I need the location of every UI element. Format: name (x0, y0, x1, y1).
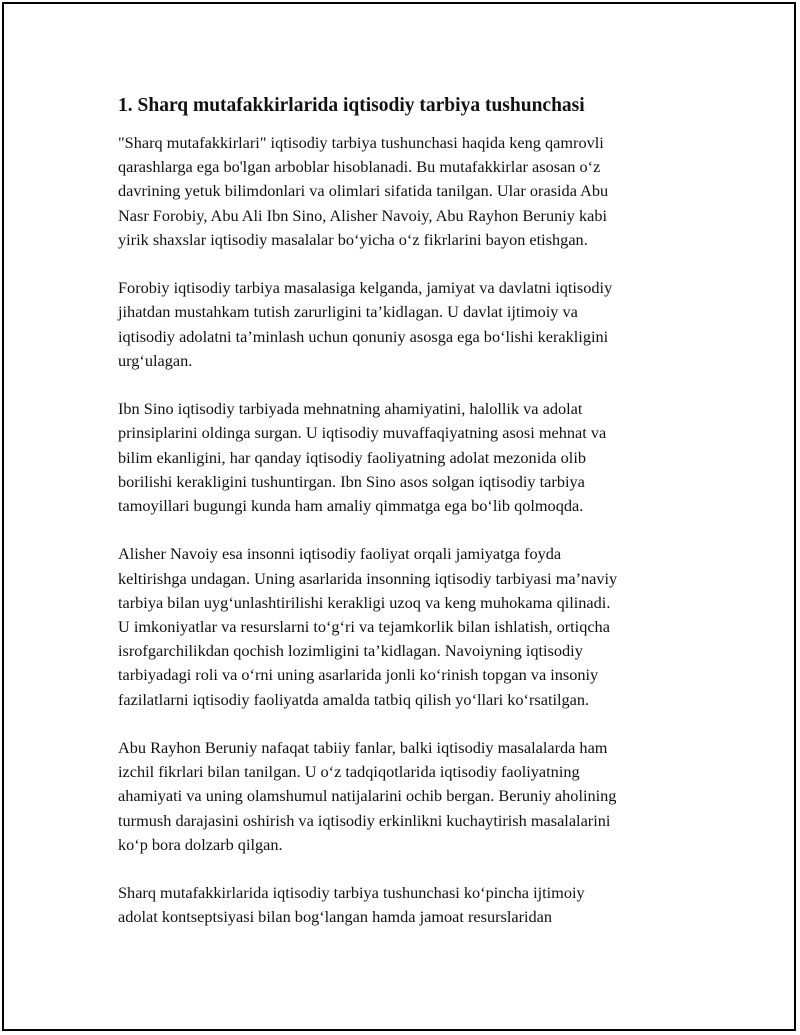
paragraph-line: urg‘ulagan. (118, 350, 193, 370)
paragraph-line: ahamiyati va uning olamshumul natijalarini ochib bergan. Beruniy aholining (118, 786, 617, 806)
paragraph-line: jihatdan mustahkam tutish zarurligini ta’kidlagan. U davlat ijtimoiy va (118, 302, 578, 322)
paragraph-line: davrining yetuk bilimdonlari va olimlari sifatida tanilgan. Ular orasida Abu (118, 181, 609, 201)
paragraph-line: tamoyillari bugungi kunda ham amaliy qimmatga ega bo‘lib qolmoqda. (118, 496, 584, 516)
paragraph-line: bilim ekanligini, har qanday iqtisodiy faoliyatning adolat mezonida olib (118, 447, 586, 467)
paragraph-conclusion (118, 881, 688, 929)
section-heading: 1. Sharq mutafakkirlarida iqtisodiy tarbiya tushunchasi (118, 95, 585, 116)
paragraph-forobiy (118, 276, 688, 373)
document-body (118, 94, 688, 954)
paragraph-line: Sharq mutafakkirlarida iqtisodiy tarbiya tushunchasi ko‘pincha ijtimoiy (118, 883, 585, 903)
paragraph-line: adolat kontseptsiyasi bilan bog‘langan hamda jamoat resurslaridan (118, 907, 553, 927)
paragraph-line: turmush darajasini oshirish va iqtisodiy erkinlikni kuchaytirish masalalarini (118, 810, 611, 830)
paragraph-line: keltirishga undagan. Uning asarlarida insonning iqtisodiy tarbiyasi ma’naviy (118, 568, 618, 588)
paragraph-line: Abu Rayhon Beruniy nafaqat tabiiy fanlar, balki iqtisodiy masalalarda ham (118, 738, 608, 758)
paragraph-line: Forobiy iqtisodiy tarbiya masalasiga kelganda, jamiyat va davlatni iqtisodiy (118, 278, 613, 298)
paragraph-ibn-sino (118, 397, 688, 518)
paragraph-alisher-navoiy (118, 542, 688, 711)
paragraph-line: prinsiplarini oldinga surgan. U iqtisodiy muvaffaqiyatning asosi mehnat va (118, 423, 607, 443)
paragraph-sharq-mutafakkirlari (118, 131, 688, 252)
paragraph-line: Ibn Sino iqtisodiy tarbiyada mehnatning ahamiyatini, halollik va adolat (118, 399, 583, 419)
paragraph-line: tarbiya bilan uyg‘unlashtirilishi kerakligi uzoq va keng muhokama qilinadi. (118, 592, 611, 612)
paragraph-beruniy (118, 736, 688, 857)
paragraph-line: "Sharq mutafakkirlari" iqtisodiy tarbiya tushunchasi haqida keng qamrovli (118, 133, 604, 152)
paragraph-line: Alisher Navoiy esa insonni iqtisodiy faoliyat orqali jamiyatga foyda (118, 544, 562, 564)
paragraph-line: tarbiyadagi roli va o‘rni uning asarlarida jonli ko‘rinish topgan va insoniy (118, 665, 599, 685)
paragraph-line: U imkoniyatlar va resurslarni to‘g‘ri va tejamkorlik bilan ishlatish, ortiqcha (118, 617, 610, 637)
paragraph-line: yirik shaxslar iqtisodiy masalalar bo‘yicha o‘z fikrlarini bayon etishgan. (118, 229, 588, 249)
paragraph-line: izchil fikrlari bilan tanilgan. U o‘z tadqiqotlarida iqtisodiy faoliyatning (118, 762, 580, 782)
paragraph-line: ko‘p bora dolzarb qilgan. (118, 834, 283, 854)
paragraph-line: qarashlarga ega bo'lgan arboblar hisoblanadi. Bu mutafakkirlar asosan o‘z (118, 157, 601, 177)
paragraph-line: iqtisodiy adolatni ta’minlash uchun qonuniy asosga ega bo‘lishi kerakligini (118, 326, 609, 346)
paragraph-line: fazilatlarni iqtisodiy faoliyatda amalda tatbiq qilish yo‘llari ko‘rsatilgan. (118, 689, 590, 709)
paragraph-line: Nasr Forobiy, Abu Ali Ibn Sino, Alisher Navoiy, Abu Rayhon Beruniy kabi (118, 205, 608, 225)
paragraph-line: borilishi kerakligini tushuntirgan. Ibn Sino asos solgan iqtisodiy tarbiya (118, 471, 585, 491)
paragraph-line: isrofgarchilikdan qochish lozimligini ta’kidlagan. Navoiyning iqtisodiy (118, 641, 583, 661)
